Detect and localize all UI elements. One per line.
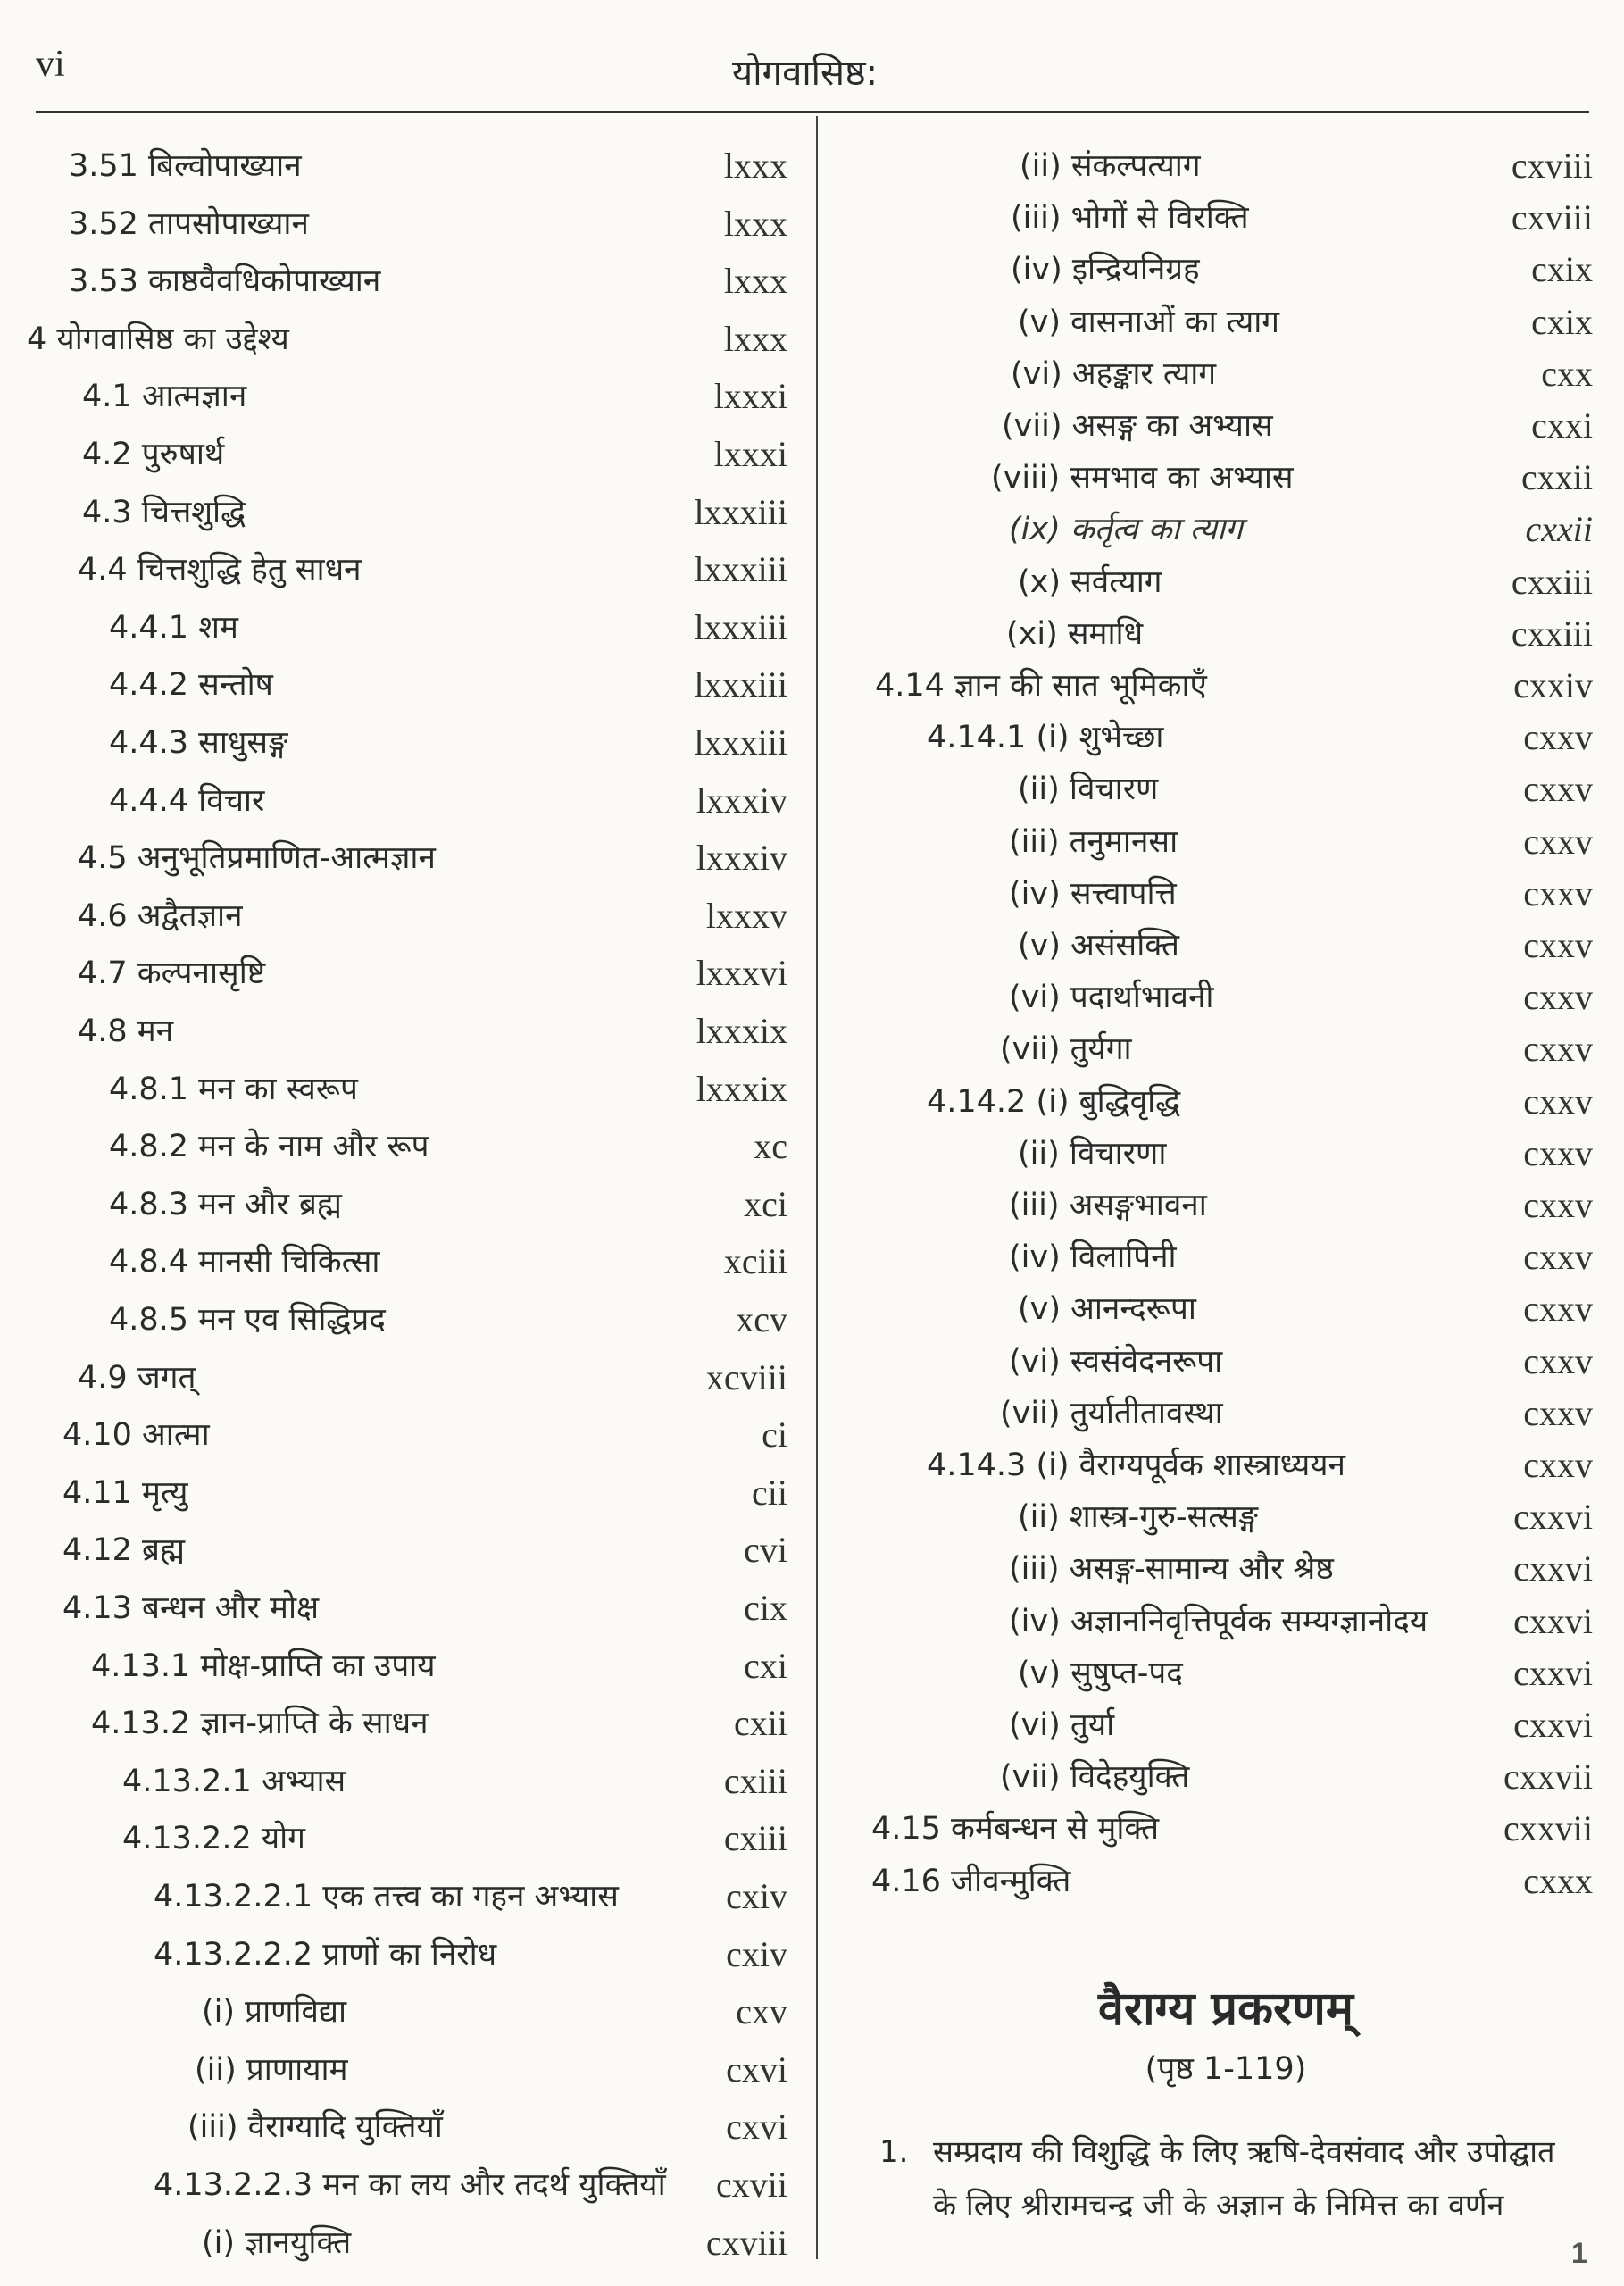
toc-label: (i) प्राणविद्या <box>202 1994 347 2031</box>
toc-label: (vii) तुर्यगा <box>1000 1031 1132 1068</box>
toc-row <box>859 1286 1593 1332</box>
toc-page-ref: cxx <box>1541 353 1593 394</box>
toc-row <box>859 871 1593 917</box>
toc-page-ref: cii <box>752 1472 787 1513</box>
toc-page-ref: cxviii <box>1511 146 1593 186</box>
toc-row <box>27 1585 787 1631</box>
toc-page-ref: cxxvi <box>1513 1600 1593 1641</box>
toc-row <box>859 819 1593 865</box>
toc-label: (vi) पदार्थाभावनी <box>1009 980 1214 1016</box>
toc-row <box>27 201 787 247</box>
toc-page-ref: xci <box>744 1183 787 1224</box>
toc-row <box>27 835 787 881</box>
toc-label: (iv) अज्ञाननिवृत्तिपूर्वक सम्यग्ज्ञानोदय <box>1009 1603 1428 1639</box>
toc-label: (i) ज्ञानयुक्ति <box>202 2224 352 2261</box>
toc-row <box>27 2047 787 2093</box>
toc-page-ref: lxxxi <box>713 434 787 474</box>
toc-row <box>859 1650 1593 1697</box>
toc-row <box>27 893 787 939</box>
toc-page-ref: cxxv <box>1523 977 1593 1018</box>
toc-row <box>859 1234 1593 1281</box>
toc-label: (v) सुषुप्त-पद <box>1018 1655 1183 1691</box>
toc-label: 4.7 कल्पनासृष्टि <box>78 955 266 992</box>
toc-row <box>859 714 1593 761</box>
toc-row <box>859 922 1593 969</box>
toc-row <box>859 455 1593 501</box>
toc-page-ref: cxxv <box>1523 1289 1593 1330</box>
toc-label: 4.13.2.2.3 मन का लय और तदर्थ युक्तियाँ <box>154 2167 666 2203</box>
toc-label: (vii) विदेहयुक्ति <box>1000 1759 1190 1796</box>
toc-row <box>27 1123 787 1170</box>
toc-label: 4.8.2 मन के नाम और रूप <box>109 1129 429 1165</box>
toc-row <box>27 778 787 824</box>
toc-page-ref: xciii <box>723 1241 787 1282</box>
toc-label: 4.8.1 मन का स्वरूप <box>109 1071 358 1107</box>
toc-page-ref: cxxii <box>1521 457 1593 498</box>
toc-row <box>859 246 1593 293</box>
toc-label: 4.13.2.2.1 एक तत्त्व का गहन अभ्यास <box>154 1879 619 1915</box>
toc-row <box>27 489 787 536</box>
toc-label: 4.3 चित्तशुद्धि <box>82 494 246 530</box>
toc-page-ref: cxxv <box>1523 821 1593 862</box>
toc-label: 3.52 तापसोपाख्यान <box>69 205 309 242</box>
toc-page-ref: xc <box>754 1126 787 1167</box>
toc-page-ref: cxix <box>1531 301 1593 342</box>
toc-page-ref: cxii <box>734 1703 787 1744</box>
toc-page-ref: lxxxiii <box>694 491 787 532</box>
toc-page-ref: cxv <box>736 1991 787 2032</box>
toc-row <box>859 1754 1593 1800</box>
toc-page-ref: cxxv <box>1523 1392 1593 1433</box>
toc-row <box>27 1355 787 1401</box>
toc-label: 4.13.2.2 योग <box>122 1821 305 1857</box>
toc-page-ref: cxxvii <box>1503 1808 1593 1849</box>
toc-label: 4.1 आत्मज्ञान <box>82 379 247 415</box>
toc-page-ref: cxxv <box>1523 1340 1593 1381</box>
toc-label: (iii) भोगों से विरक्ति <box>1011 200 1249 237</box>
toc-label: (iv) सत्त्वापत्ति <box>1009 875 1177 912</box>
toc-row <box>27 1815 787 1862</box>
toc-label: (viii) समभाव का अभ्यास <box>991 460 1294 496</box>
toc-label: 4.14.3 (i) वैराग्यपूर्वक शास्त्राध्ययन <box>927 1448 1345 1483</box>
toc-row <box>27 950 787 997</box>
toc-label: (x) सर्वत्याग <box>1018 563 1162 600</box>
toc-label: 4.10 आत्मा <box>62 1417 210 1454</box>
toc-row <box>27 1008 787 1055</box>
toc-label: 4.5 अनुभूतिप्रमाणित-आत्मज्ञान <box>78 840 436 877</box>
toc-label: 4.2 पुरुषार्थ <box>82 437 225 472</box>
toc-page-ref: lxxxix <box>695 1011 787 1051</box>
toc-label: 3.53 काष्ठवैवधिकोपाख्यान <box>69 263 381 300</box>
column-divider <box>816 116 818 2259</box>
toc-row <box>27 258 787 305</box>
toc-label: 4.15 कर्मबन्धन से मुक्ति <box>871 1811 1160 1848</box>
toc-page-ref: lxxx <box>723 146 787 186</box>
toc-page-ref: cxxvi <box>1513 1497 1593 1538</box>
toc-page-ref: cxviii <box>705 2222 787 2263</box>
toc-page-ref: cxxv <box>1523 769 1593 810</box>
toc-row <box>859 559 1593 605</box>
toc-page-ref: cxiv <box>726 1933 787 1974</box>
toc-label: 4.4.3 साधुसङ्ग <box>109 725 288 761</box>
toc-page-ref: cxxvi <box>1513 1705 1593 1745</box>
toc-page-ref: lxxx <box>723 203 787 244</box>
toc-row <box>27 143 787 189</box>
toc-row <box>27 546 787 593</box>
toc-page-ref: ci <box>762 1414 787 1456</box>
toc-label: (vi) स्वसंवेदनरूपा <box>1009 1343 1223 1380</box>
toc-row <box>27 2104 787 2150</box>
toc-row <box>27 720 787 766</box>
toc-row <box>859 1494 1593 1540</box>
entry-text: सम्प्रदाय की विशुद्धि के लिए ऋषि-देवसंवाद और उपोद्घात के लिए श्रीरामचन्द्र जी के अज्ञान के निमित्त का वर्णन <box>933 2134 1555 2223</box>
toc-label: (v) असंसक्ति <box>1018 928 1179 964</box>
toc-row <box>859 663 1593 709</box>
toc-row <box>859 1390 1593 1437</box>
toc-label: (vii) तुर्यातीतावस्था <box>1000 1395 1223 1431</box>
toc-row <box>859 1858 1593 1905</box>
toc-page-ref: cxxv <box>1523 1445 1593 1485</box>
toc-page-ref: cxvi <box>726 2107 787 2148</box>
toc-label: 4.14 ज्ञान की सात भूमिकाएँ <box>875 668 1207 704</box>
toc-label: 4.13 बन्धन और मोक्ष <box>62 1590 320 1626</box>
toc-label: (ii) विचारण <box>1018 772 1159 808</box>
toc-label: (v) वासनाओं का त्याग <box>1018 304 1280 340</box>
toc-label: 4.16 जीवन्मुक्ति <box>871 1863 1071 1899</box>
toc-label: 4.12 ब्रह्म <box>62 1532 186 1569</box>
toc-row <box>859 506 1593 553</box>
toc-row <box>859 143 1593 189</box>
toc-row <box>27 1873 787 1920</box>
toc-page-ref: xcviii <box>705 1356 787 1397</box>
toc-label: 4.11 मृत्यु <box>62 1474 188 1511</box>
toc-row <box>27 2162 787 2208</box>
toc-row <box>27 1758 787 1805</box>
toc-page-ref: cxxvii <box>1503 1756 1593 1798</box>
toc-label: 4.4.4 विचार <box>109 782 265 819</box>
toc-label: (xi) समाधि <box>1006 615 1144 652</box>
toc-row <box>859 1546 1593 1592</box>
toc-row <box>859 1026 1593 1072</box>
toc-label: (iv) इन्द्रियनिग्रह <box>1011 252 1200 288</box>
toc-page-ref: cxxi <box>1531 405 1593 446</box>
toc-label: (vi) अहङ्कार त्याग <box>1011 355 1217 392</box>
toc-page-ref: cxxvi <box>1513 1652 1593 1693</box>
toc-page-ref: cxiii <box>723 1760 787 1801</box>
toc-page-ref: cvi <box>744 1530 787 1571</box>
toc-row <box>27 1470 787 1516</box>
toc-row <box>27 1066 787 1113</box>
page-header <box>0 0 1624 116</box>
toc-label: (ii) प्राणायाम <box>195 2051 348 2088</box>
toc-label: (iv) विलापिनी <box>1009 1239 1177 1276</box>
toc-label: 4.4 चित्तशुद्धि हेतु साधन <box>78 552 362 588</box>
toc-page-ref: lxxxi <box>713 376 787 417</box>
toc-row <box>27 1297 787 1343</box>
toc-page-ref: cxxv <box>1523 925 1593 965</box>
toc-page-ref: cxxvi <box>1513 1548 1593 1589</box>
toc-row <box>27 1527 787 1573</box>
toc-page-ref: lxxxiv <box>695 838 787 879</box>
toc-page-ref: cxxv <box>1523 1185 1593 1225</box>
toc-label: (ii) विचारणा <box>1018 1135 1167 1172</box>
toc-label: 4.9 जगत् <box>78 1359 196 1396</box>
toc-row <box>859 1182 1593 1229</box>
toc-page-ref: cxxii <box>1525 509 1593 550</box>
toc-label: (ii) शास्त्र-गुरु-सत्सङ्ग <box>1018 1499 1259 1536</box>
toc-row <box>27 1643 787 1689</box>
entry-number: 1. <box>879 2134 909 2170</box>
toc-page-ref: cxxv <box>1523 1237 1593 1278</box>
toc-page-ref: cxiii <box>723 1818 787 1859</box>
toc-page-ref: lxxx <box>723 318 787 359</box>
toc-label: (v) आनन्दरूपा <box>1018 1291 1196 1328</box>
toc-row <box>27 1239 787 1285</box>
toc-label: 4.13.1 मोक्ष-प्राप्ति का उपाय <box>91 1648 436 1684</box>
toc-page-ref: lxxxiii <box>694 722 787 763</box>
toc-page-ref: cxiv <box>726 1876 787 1916</box>
toc-page-ref: lxxx <box>723 261 787 302</box>
toc-page-ref: cxix <box>1531 249 1593 290</box>
toc-page-ref: cxxiii <box>1511 561 1593 602</box>
toc-row <box>27 316 787 363</box>
toc-page-ref: cxxiii <box>1511 613 1593 654</box>
toc-label: 4.13.2 ज्ञान-प्राप्ति के साधन <box>91 1706 429 1742</box>
toc-label: (iii) वैराग्यादि युक्तियाँ <box>187 2109 443 2146</box>
toc-page-ref: cxxv <box>1523 1080 1593 1122</box>
toc-label: 4.13.2.1 अभ्यास <box>122 1763 346 1799</box>
toc-row <box>859 1079 1593 1125</box>
toc-label: (iii) असङ्ग-सामान्य और श्रेष्ठ <box>1009 1551 1334 1588</box>
toc-row <box>859 1130 1593 1177</box>
toc-row <box>27 662 787 708</box>
toc-page-ref: lxxxiii <box>694 664 787 705</box>
toc-label: 4.14.2 (i) बुद्धिवृद्धि <box>927 1083 1181 1120</box>
toc-row <box>859 195 1593 241</box>
toc-page-ref: cxviii <box>1511 197 1593 238</box>
toc-row <box>27 373 787 420</box>
toc-page-ref: cxxv <box>1523 1132 1593 1173</box>
toc-page-ref: cxxv <box>1523 872 1593 914</box>
toc-page-ref: cxxv <box>1523 1029 1593 1070</box>
toc-page-ref: xcv <box>736 1299 787 1339</box>
toc-row <box>27 1412 787 1458</box>
page-roman-numeral: vi <box>36 44 65 85</box>
toc-row <box>27 1181 787 1228</box>
toc-label: 4.6 अद्वैतज्ञान <box>78 897 243 934</box>
toc-row <box>27 1700 787 1747</box>
entry-page-number: 1 <box>1571 2237 1587 2269</box>
toc-label: 4.14.1 (i) शुभेच्छा <box>927 720 1164 756</box>
toc-page-ref: cxi <box>744 1645 787 1686</box>
toc-page-ref: lxxxiii <box>694 606 787 647</box>
toc-label: (ix) कर्तृत्व का त्याग <box>1009 512 1243 548</box>
toc-label: (iii) असङ्गभावना <box>1009 1188 1207 1223</box>
toc-page-ref: cxxiv <box>1513 665 1593 705</box>
toc-row <box>27 431 787 478</box>
section-page-range: (पृष्ठ 1-119) <box>1145 2051 1307 2087</box>
toc-page-ref: cxvii <box>716 2165 787 2205</box>
toc-label: 4.4.2 सन्तोष <box>109 667 273 704</box>
toc-page-ref: cxxv <box>1523 717 1593 758</box>
toc-row <box>859 1442 1593 1489</box>
toc-page-ref: lxxxvi <box>695 953 787 994</box>
toc-label: 4 योगवासिष्ठ का उद्देश्य <box>27 321 289 357</box>
toc-row <box>859 766 1593 813</box>
toc-label: (vi) तुर्या <box>1009 1707 1115 1743</box>
toc-label: 4.8.3 मन और ब्रह्म <box>109 1186 342 1222</box>
section-heading: वैराग्य प्रकरणम् <box>1097 1982 1353 2036</box>
toc-page-ref: lxxxiv <box>695 780 787 821</box>
toc-row <box>859 1806 1593 1852</box>
toc-row <box>27 1989 787 2035</box>
toc-page-ref: lxxxix <box>695 1068 787 1109</box>
toc-page-ref: cxvi <box>726 2048 787 2090</box>
toc-row <box>859 974 1593 1021</box>
toc-row <box>859 611 1593 657</box>
toc-label: 4.8.4 मानसी चिकित्सा <box>109 1244 380 1281</box>
toc-label: 4.4.1 शम <box>109 609 238 646</box>
toc-label: (ii) संकल्पत्याग <box>1020 148 1201 184</box>
toc-label: 4.13.2.2.2 प्राणों का निरोध <box>154 1936 497 1973</box>
toc-label: 4.8 मन <box>78 1014 174 1049</box>
running-title: योगवासिष्ठ: <box>732 53 879 94</box>
toc-row <box>27 605 787 651</box>
toc-page-ref: cix <box>744 1588 787 1628</box>
toc-label: 4.8.5 मन एव सिद्धिप्रद <box>109 1302 386 1338</box>
toc-page-ref: lxxxiii <box>694 549 787 590</box>
toc-page-ref: lxxxv <box>705 895 787 936</box>
toc-row <box>859 1598 1593 1645</box>
toc-label: (vii) असङ्ग का अभ्यास <box>1002 408 1273 444</box>
toc-row <box>859 299 1593 346</box>
toc-label: 3.51 बिल्वोपाख्यान <box>69 148 302 184</box>
toc-row <box>27 2220 787 2266</box>
toc-row <box>859 351 1593 397</box>
header-rule <box>36 111 1589 113</box>
toc-row <box>27 1931 787 1978</box>
toc-label: (iii) तनुमानसा <box>1009 823 1178 860</box>
toc-page-ref: cxxx <box>1523 1860 1593 1901</box>
toc-row <box>859 403 1593 449</box>
toc-row <box>859 1339 1593 1385</box>
toc-row <box>859 1702 1593 1748</box>
